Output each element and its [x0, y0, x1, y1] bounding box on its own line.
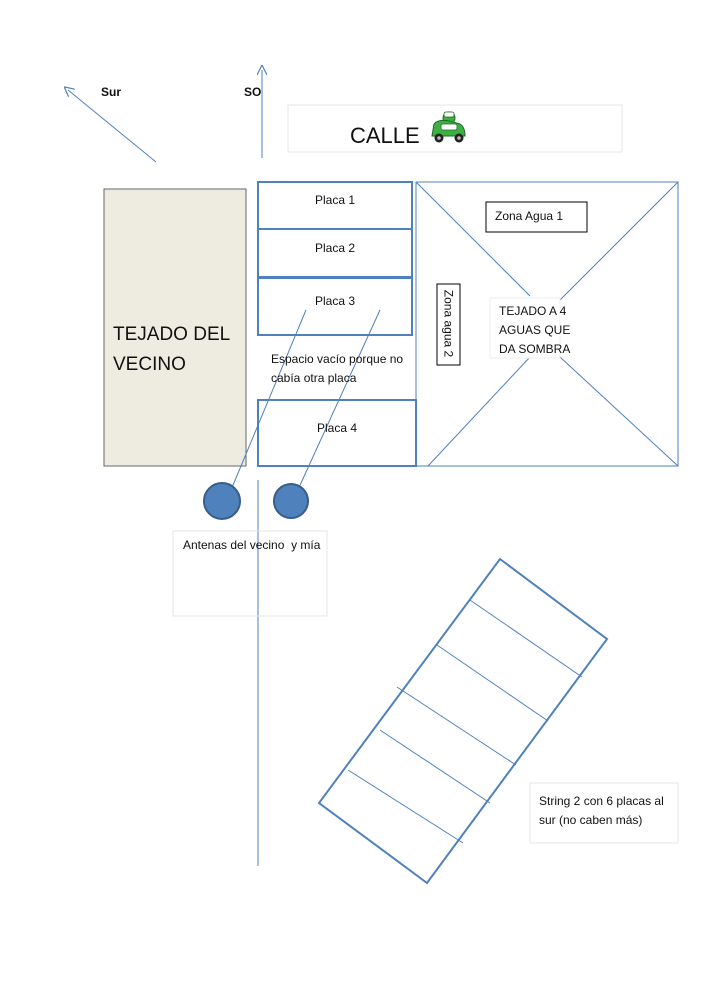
string2-note [539, 792, 664, 830]
string2-note-line2: sur (no caben más) [539, 813, 643, 827]
water-zone-2-label: Zona agua 2 [441, 289, 456, 358]
string2-divider-1 [470, 600, 582, 677]
panel-1-label: Placa 1 [314, 193, 356, 207]
hip-roof-label [499, 302, 570, 359]
hip-roof-ridge-4 [560, 357, 678, 466]
neighbor-roof-label [113, 320, 230, 380]
hip-roof-label-line1: TEJADO A 4 [499, 304, 567, 318]
car-icon [432, 112, 465, 143]
antennas-label: Antenas del vecino y mía [183, 538, 321, 552]
hip-roof-ridge-3 [428, 357, 530, 466]
neighbor-roof-label-line2: VECINO [113, 354, 186, 375]
empty-space-note [271, 350, 403, 388]
neighbor-roof-label-line1: TEJADO DEL [113, 324, 231, 345]
string2-note-line1: String 2 con 6 placas al [539, 794, 664, 808]
water-zone-1-label: Zona Agua 1 [495, 209, 564, 223]
south-arrow [68, 90, 156, 162]
string2-array [319, 559, 607, 883]
antenna-neighbor [204, 483, 240, 519]
empty-space-note-line2: cabía otra placa [271, 371, 357, 385]
street-label: CALLE [350, 123, 420, 148]
string2-divider-4 [380, 730, 490, 803]
panel-2-label: Placa 2 [314, 241, 356, 255]
string2-divider-2 [437, 645, 548, 721]
empty-space-note-line1: Espacio vacío porque no [271, 352, 404, 366]
panel-3-label: Placa 3 [314, 294, 356, 308]
hip-roof-label-line2: AGUAS QUE [499, 323, 571, 337]
hip-roof-label-line3: DA SOMBRA [499, 342, 571, 356]
panel-4-label: Placa 4 [316, 421, 358, 435]
hip-roof-ridge-2 [560, 182, 678, 300]
hip-roof-ridge-1 [416, 182, 530, 296]
south-label: Sur [101, 85, 122, 99]
string2-divider-5 [348, 770, 463, 843]
southwest-label: SO [244, 85, 262, 99]
antenna-mine [274, 484, 308, 518]
